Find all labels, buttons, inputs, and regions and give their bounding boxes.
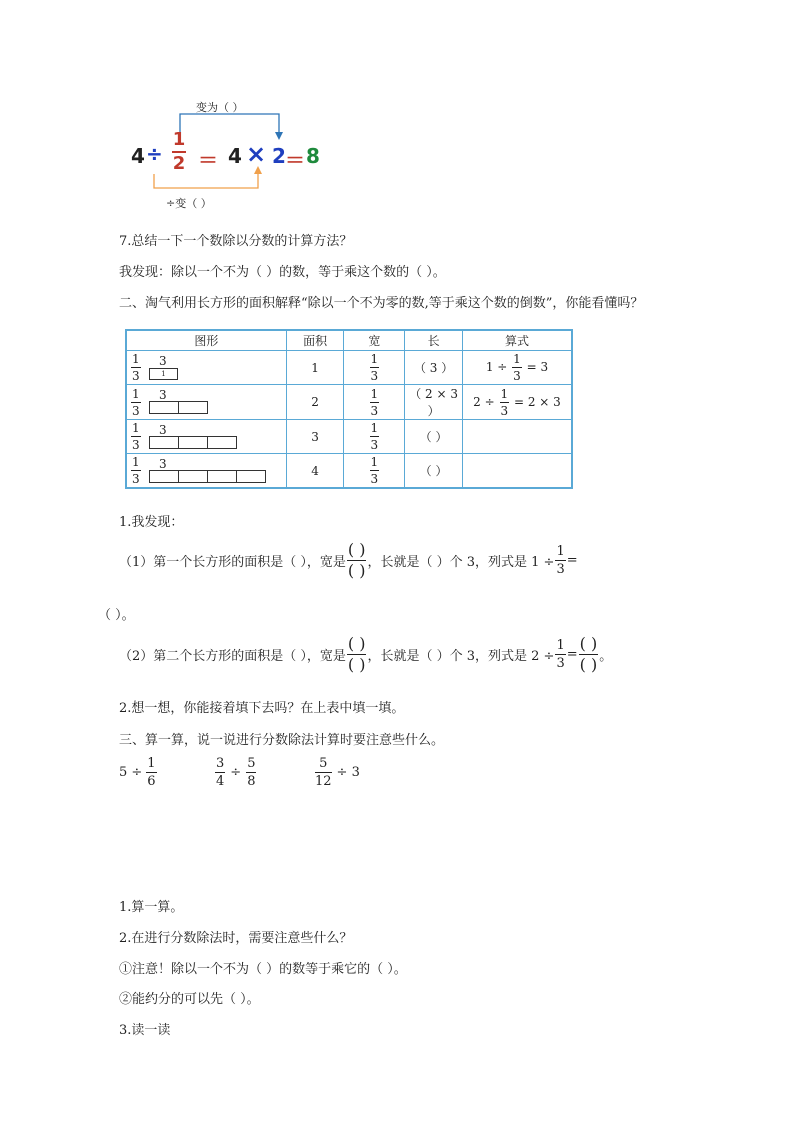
equals-sign: ＝ [198,148,218,172]
number-2: 2 [272,144,286,168]
area-cell: 2 [286,385,344,420]
shape-fraction: $\frac{1}{3}$ [132,421,140,452]
fraction-one-third: $\frac{1}{3}$ [556,638,565,671]
formula-cell: 1 ÷ $\frac{1}{3}$ = 3 [462,351,572,385]
question-7: 7.总结一下一个数除以分数的计算方法？ [119,234,353,249]
shape-cell [126,420,286,454]
header-width: 宽 [344,330,405,351]
red-numerator: 1 [172,129,186,150]
shape-fraction: $\frac{1}{3}$ [132,352,140,383]
formula-cell: 2 ÷ $\frac{1}{3}$ = 2 × 3 [462,385,572,420]
step-3: 3.读一读 [119,1023,171,1038]
section-3-title: 三、算一算，说一说进行分数除法计算时要注意些什么。 [119,733,445,748]
note-1: ①注意！除以一个不为（ ）的数等于乘它的（ ）。 [119,962,407,977]
formula-cell [462,454,572,489]
area-table [125,329,573,489]
header-formula: 算式 [462,330,572,351]
shape-cell [126,385,286,420]
number-8: 8 [306,144,320,168]
rectangles [149,436,236,449]
shape-label: 3 [159,457,167,471]
table-row [126,351,572,385]
shape-cell [126,351,286,385]
top-label: 变为（ ） [196,101,244,114]
rectangles [149,401,207,414]
shape-cell [126,454,286,489]
section-2-title: 二、淘气利用长方形的面积解释“除以一个不为零的数,等于乘这个数的倒数”，你能看懂吗？ [119,296,644,311]
header-length: 长 [405,330,463,351]
width-cell: $\frac{1}{3}$ [344,351,405,385]
paragraph-2: （2）第二个长方形的面积是（ ），宽是 $\frac{( )}{( )}$ ，长就是（ ）个 3，列式是 2 ÷ $\frac{1}{3}$ = $\frac{( )}{( )}$ 。 [119,634,613,674]
table-row [126,420,572,454]
step-1: 1.算一算。 [119,900,184,915]
shape-label: 3 [159,388,167,402]
step-2: 2.在进行分数除法时，需要注意些什么？ [119,931,353,946]
length-cell: （ ） [405,454,463,489]
shape-fraction: $\frac{1}{3}$ [132,455,140,486]
shape-fraction: $\frac{1}{3}$ [132,386,140,418]
table-row [126,454,572,489]
paragraph-1: （1）第一个长方形的面积是（ ），宽是 $\frac{( )}{( )}$ ，长就是（ ）个 3，列式是 1 ÷ $\frac{1}{3}$ = [119,540,578,580]
equals-sign-second: ＝ [285,148,305,172]
formula-cell [462,420,572,454]
calc-3: $\frac{5}{12}$ ÷ 3 [315,756,360,789]
width-cell: $\frac{1}{3}$ [344,385,405,420]
area-cell: 4 [286,454,344,489]
discovery-line: 我发现：除以一个不为（ ）的数，等于乘这个数的（ ）。 [119,265,446,280]
fraction-one-third: $\frac{1}{3}$ [556,544,565,577]
area-cell: 1 [286,351,344,385]
red-fraction [172,131,186,173]
width-cell: $\frac{1}{3}$ [344,420,405,454]
number-4: 4 [131,144,145,168]
paragraph-1-tail: （ ）。 [98,608,135,623]
think-line: 2.想一想，你能接着填下去吗？在上表中填一填。 [119,701,405,716]
shape-label: 3 [159,354,167,368]
calc-2: $\frac{3}{4}$ ÷ $\frac{5}{8}$ [216,756,256,789]
divide-sign: ÷ [146,142,163,166]
calc-1: 5 ÷ $\frac{1}{6}$ [119,756,156,789]
length-cell: （ 3 ） [405,351,463,385]
area-cell: 3 [286,420,344,454]
times-sign: × [246,140,267,168]
blank-fraction: $\frac{( )}{( )}$ [579,634,598,674]
header-area: 面积 [286,330,344,351]
blank-fraction: $\frac{( )}{( )}$ [347,540,366,580]
found-title: 1.我发现： [119,515,184,530]
blank-fraction: $\frac{( )}{( )}$ [347,634,366,674]
red-denominator: 2 [172,153,186,174]
length-cell: （ 2 × 3 ） [405,385,463,420]
rectangle: 1 [149,368,178,380]
number-4-second: 4 [228,144,242,168]
table-row [126,385,572,420]
note-2: ②能约分的可以先（ ）。 [119,992,260,1007]
length-cell: （ ） [405,420,463,454]
bottom-label: ÷变（ ） [166,197,212,210]
width-cell: $\frac{1}{3}$ [344,454,405,489]
header-shape: 图形 [126,330,286,351]
rectangles [149,470,265,483]
shape-label: 3 [159,423,167,437]
